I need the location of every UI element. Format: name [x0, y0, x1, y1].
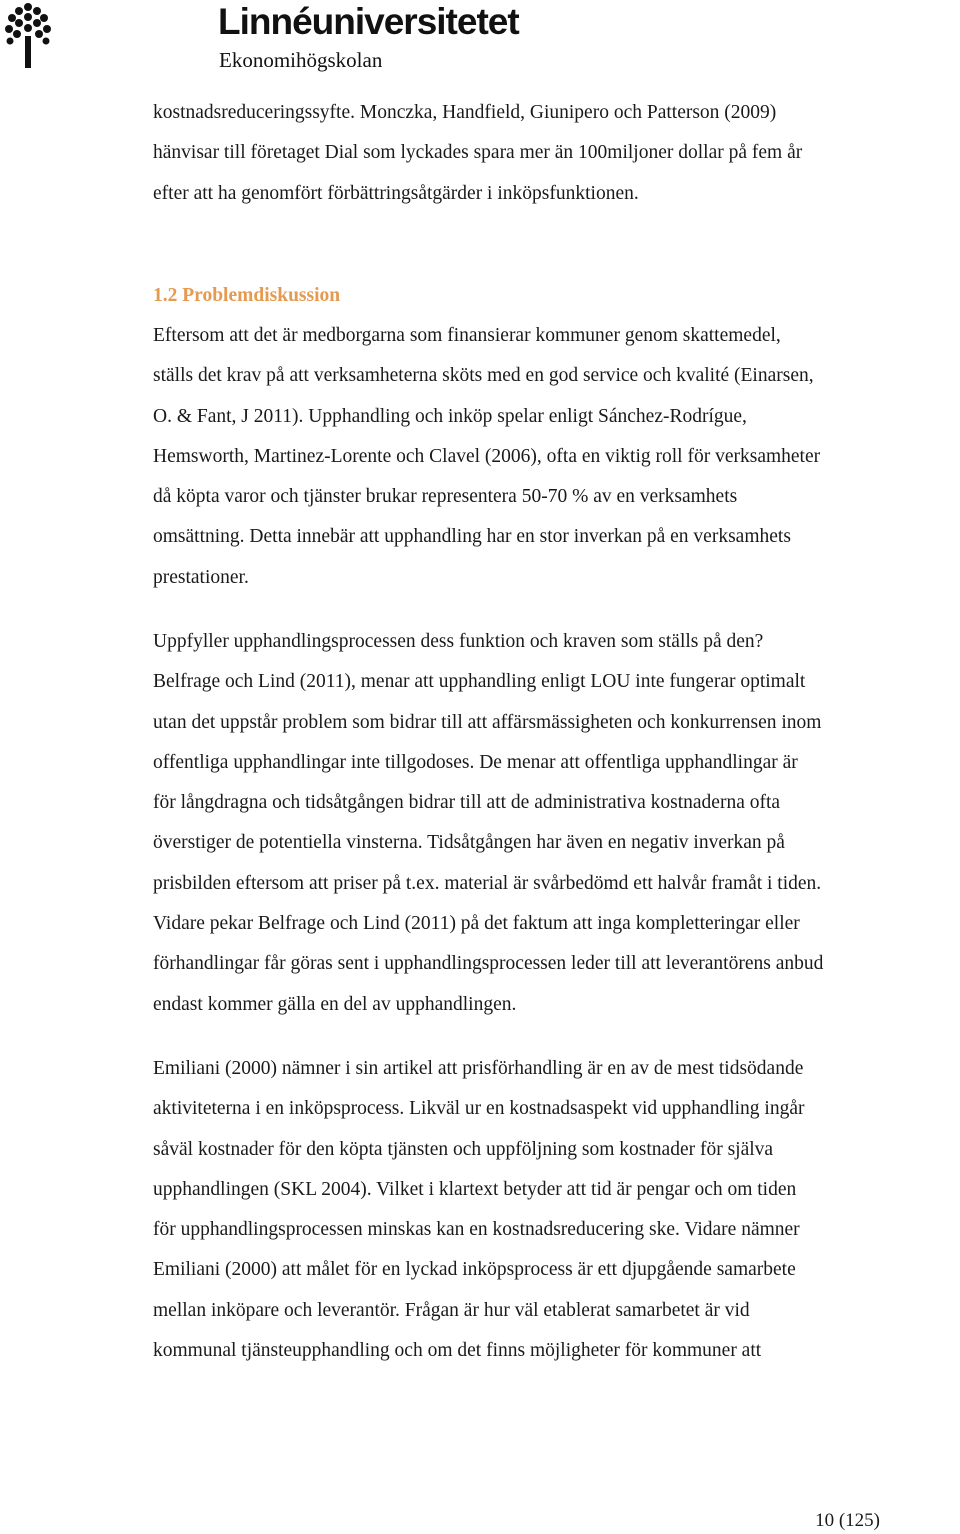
paragraph-3 [153, 622, 960, 1025]
text-line: omsättning. Detta innebär att upphandling har en stor inverkan på en verksamhets [153, 526, 791, 548]
text-line: Vidare pekar Belfrage och Lind (2011) på det faktum att inga kompletteringar eller [153, 913, 800, 935]
text-line: aktiviteterna i en inköpsprocess. Likväl ur en kostnadsaspekt vid upphandling ingår [153, 1098, 805, 1120]
text-line: Emiliani (2000) nämner i sin artikel att prisförhandling är en av de mest tidsödande [153, 1058, 804, 1079]
text-line: överstiger de potentiella vinsterna. Tidsåtgången har även en negativ inverkan på [153, 832, 785, 854]
text-line: förhandlingar får göras sent i upphandlingsprocessen leder till att leverantörens anbud [153, 953, 824, 975]
text-line: prisbilden eftersom att priser på t.ex. material är svårbedömd ett halvår framåt i tiden. [153, 872, 822, 894]
section-heading: 1.2 Problemdiskussion [153, 285, 341, 306]
text-line: hänvisar till företaget Dial som lyckades spara mer än 100miljoner dollar på fem år [153, 142, 803, 164]
text-line: såväl kostnader för den köpta tjänsten och uppföljning som kostnader för själva [153, 1138, 774, 1160]
text-line: för långdragna och tidsåtgången bidrar till att de administrativa kostnaderna ofta [153, 792, 781, 814]
tree-logo-icon [4, 2, 52, 68]
school-name: Ekonomihögskolan [219, 48, 383, 72]
text-line: Belfrage och Lind (2011), menar att upphandling enligt LOU inte fungerar optimalt [153, 671, 806, 693]
text-line: Emiliani (2000) att målet för en lyckad inköpsprocess är ett djupgående samarbete [153, 1259, 796, 1281]
paragraph-1 [153, 93, 960, 214]
text-line: efter att ha genomfört förbättringsåtgärder i inköpsfunktionen. [153, 182, 639, 204]
text-line: ställs det krav på att verksamheterna sköts med en god service och kvalité (Einarsen, [153, 365, 814, 387]
text-line: kommunal tjänsteupphandling och om det finns möjligheter för kommuner att [153, 1340, 762, 1362]
text-line: O. & Fant, J 2011). Upphandling och inköp spelar enligt Sánchez-Rodrígue, [153, 405, 747, 427]
paragraph-4 [153, 1049, 960, 1371]
text-line: mellan inköpare och leverantör. Frågan är hur väl etablerat samarbetet är vid [153, 1299, 750, 1321]
text-line: Hemsworth, Martinez-Lorente och Clavel (2006), ofta en viktig roll för verksamheter [153, 445, 821, 467]
text-line: Eftersom att det är medborgarna som finansierar kommuner genom skattemedel, [153, 325, 781, 346]
text-line: offentliga upphandlingar inte tillgodoses. De menar att offentliga upphandlingar är [153, 751, 798, 773]
text-line: Uppfyller upphandlingsprocessen dess funktion och kraven som ställs på den? [153, 631, 764, 652]
text-line: kostnadsreduceringssyfte. Monczka, Handfield, Giunipero och Patterson (2009) [153, 102, 777, 123]
text-line: utan det uppstår problem som bidrar till att affärsmässigheten och konkurrensen inom [153, 711, 822, 733]
university-name: Linnéuniversitetet [218, 1, 519, 42]
text-line: prestationer. [153, 566, 249, 588]
text-line: för upphandlingsprocessen minskas kan en kostnadsreducering ske. Vidare nämner [153, 1219, 800, 1241]
text-line: upphandlingen (SKL 2004). Vilket i klartext betyder att tid är pengar och om tiden [153, 1178, 797, 1200]
paragraph-2 [153, 316, 960, 598]
page-header [0, 0, 960, 80]
text-line: endast kommer gälla en del av upphandlingen. [153, 993, 517, 1015]
page-number: 10 (125) [815, 1510, 880, 1531]
text-line: då köpta varor och tjänster brukar representera 50-70 % av en verksamhets [153, 486, 738, 508]
